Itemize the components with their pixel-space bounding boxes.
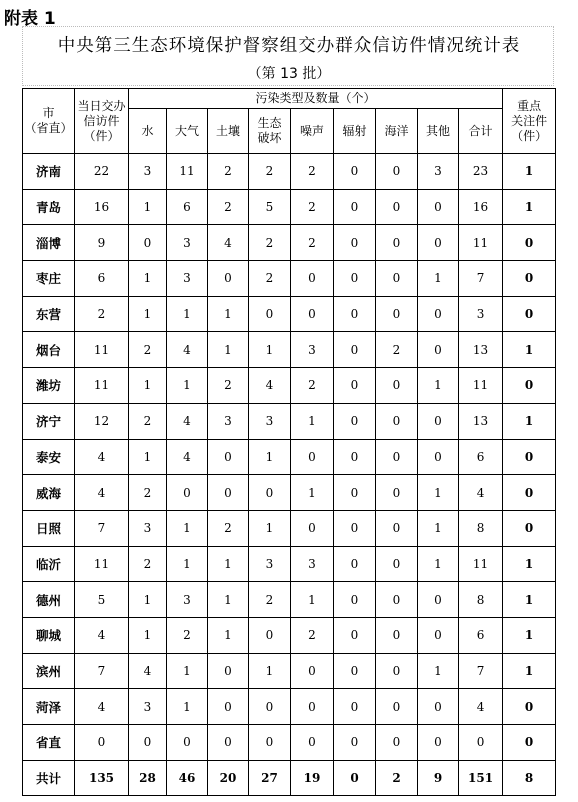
pollution-count-cell: 0	[334, 189, 376, 225]
pollution-count-cell: 1	[129, 582, 167, 618]
pollution-count-cell: 3	[129, 154, 167, 190]
pollution-count-cell: 0	[418, 439, 459, 475]
pollution-count-cell: 0	[334, 653, 376, 689]
pollution-count-cell: 0	[291, 689, 334, 725]
table-row	[23, 439, 556, 475]
pollution-count-cell: 2	[167, 617, 208, 653]
pollution-count-cell: 1	[418, 261, 459, 297]
pollution-count-cell: 0	[418, 189, 459, 225]
pollution-count-cell: 0	[249, 725, 291, 761]
key-count-cell: 8	[503, 760, 556, 796]
pollution-count-cell: 13	[459, 332, 503, 368]
pollution-count-cell: 2	[129, 546, 167, 582]
pollution-count-cell: 3	[129, 510, 167, 546]
pollution-count-cell: 8	[459, 510, 503, 546]
header-type: 土壤	[208, 109, 249, 154]
pollution-count-cell: 0	[249, 689, 291, 725]
pollution-count-cell: 1	[167, 689, 208, 725]
pollution-count-cell: 0	[334, 582, 376, 618]
daily-count-cell: 4	[75, 475, 129, 511]
pollution-count-cell: 1	[208, 582, 249, 618]
city-cell: 日照	[23, 510, 75, 546]
pollution-count-cell: 0	[291, 261, 334, 297]
pollution-count-cell: 0	[334, 332, 376, 368]
table-row	[23, 225, 556, 261]
daily-count-cell: 4	[75, 689, 129, 725]
pollution-count-cell: 7	[459, 261, 503, 297]
pollution-count-cell: 0	[459, 725, 503, 761]
pollution-count-cell: 5	[249, 189, 291, 225]
pollution-count-cell: 1	[291, 403, 334, 439]
pollution-count-cell: 1	[129, 617, 167, 653]
daily-count-cell: 16	[75, 189, 129, 225]
pollution-count-cell: 19	[291, 760, 334, 796]
pollution-count-cell: 3	[459, 296, 503, 332]
pollution-count-cell: 2	[249, 582, 291, 618]
pollution-count-cell: 0	[376, 154, 418, 190]
header-city: 市 （省直）	[23, 89, 75, 154]
pollution-count-cell: 0	[376, 475, 418, 511]
pollution-count-cell: 0	[376, 189, 418, 225]
table-row	[23, 689, 556, 725]
pollution-count-cell: 2	[208, 368, 249, 404]
key-count-cell: 0	[503, 439, 556, 475]
pollution-count-cell: 1	[129, 189, 167, 225]
pollution-count-cell: 0	[334, 689, 376, 725]
header-type: 合计	[459, 109, 503, 154]
header-daily: 当日交办 信访件 （件）	[75, 89, 129, 154]
daily-count-cell: 6	[75, 261, 129, 297]
pollution-count-cell: 0	[208, 689, 249, 725]
pollution-count-cell: 0	[208, 653, 249, 689]
pollution-count-cell: 2	[249, 154, 291, 190]
pollution-count-cell: 0	[334, 760, 376, 796]
pollution-count-cell: 2	[129, 403, 167, 439]
pollution-count-cell: 6	[459, 439, 503, 475]
pollution-count-cell: 13	[459, 403, 503, 439]
pollution-count-cell: 3	[291, 546, 334, 582]
key-count-cell: 1	[503, 332, 556, 368]
pollution-count-cell: 11	[167, 154, 208, 190]
pollution-count-cell: 3	[208, 403, 249, 439]
pollution-count-cell: 3	[167, 582, 208, 618]
city-cell: 聊城	[23, 617, 75, 653]
daily-count-cell: 7	[75, 653, 129, 689]
pollution-count-cell: 2	[291, 617, 334, 653]
header-type: 海洋	[376, 109, 418, 154]
pollution-count-cell: 1	[249, 510, 291, 546]
pollution-count-cell: 1	[249, 332, 291, 368]
pollution-count-cell: 0	[208, 439, 249, 475]
city-cell: 济南	[23, 154, 75, 190]
pollution-count-cell: 3	[167, 225, 208, 261]
table-row	[23, 475, 556, 511]
table-row	[23, 546, 556, 582]
table-row	[23, 403, 556, 439]
key-count-cell: 1	[503, 546, 556, 582]
pollution-count-cell: 1	[129, 296, 167, 332]
pollution-count-cell: 4	[167, 439, 208, 475]
table-row	[23, 653, 556, 689]
table-row	[23, 189, 556, 225]
table-body	[23, 154, 556, 796]
pollution-count-cell: 0	[291, 725, 334, 761]
batch-number: （第 13 批）	[247, 66, 331, 82]
pollution-count-cell: 1	[291, 475, 334, 511]
key-count-cell: 1	[503, 154, 556, 190]
daily-count-cell: 7	[75, 510, 129, 546]
pollution-count-cell: 0	[334, 617, 376, 653]
pollution-count-cell: 3	[249, 403, 291, 439]
pollution-count-cell: 2	[291, 189, 334, 225]
pollution-count-cell: 1	[129, 439, 167, 475]
daily-count-cell: 4	[75, 617, 129, 653]
pollution-count-cell: 0	[208, 261, 249, 297]
daily-count-cell: 11	[75, 332, 129, 368]
pollution-count-cell: 8	[459, 582, 503, 618]
pollution-count-cell: 0	[129, 725, 167, 761]
pollution-count-cell: 2	[249, 225, 291, 261]
pollution-count-cell: 2	[129, 332, 167, 368]
pollution-count-cell: 1	[208, 332, 249, 368]
pollution-count-cell: 0	[334, 225, 376, 261]
pollution-count-cell: 3	[129, 689, 167, 725]
pollution-count-cell: 2	[208, 510, 249, 546]
appendix-label: 附表 1	[4, 9, 56, 29]
pollution-count-cell: 1	[418, 475, 459, 511]
pollution-count-cell: 0	[418, 617, 459, 653]
header-key: 重点 关注件 （件）	[503, 89, 556, 154]
pollution-count-cell: 0	[249, 617, 291, 653]
pollution-count-cell: 0	[334, 510, 376, 546]
city-cell: 德州	[23, 582, 75, 618]
pollution-count-cell: 0	[376, 225, 418, 261]
pollution-count-cell: 2	[208, 154, 249, 190]
city-cell: 烟台	[23, 332, 75, 368]
pollution-count-cell: 11	[459, 546, 503, 582]
pollution-count-cell: 1	[291, 582, 334, 618]
pollution-count-cell: 1	[208, 617, 249, 653]
table-title: 中央第三生态环境保护督察组交办群众信访件情况统计表	[57, 36, 521, 56]
pollution-count-cell: 1	[249, 653, 291, 689]
pollution-count-cell: 2	[291, 225, 334, 261]
key-count-cell: 1	[503, 189, 556, 225]
header-type: 水	[129, 109, 167, 154]
daily-count-cell: 5	[75, 582, 129, 618]
daily-count-cell: 0	[75, 725, 129, 761]
pollution-count-cell: 0	[291, 510, 334, 546]
header-type: 大气	[167, 109, 208, 154]
pollution-count-cell: 4	[249, 368, 291, 404]
pollution-count-cell: 1	[167, 296, 208, 332]
key-count-cell: 0	[503, 261, 556, 297]
pollution-count-cell: 0	[376, 368, 418, 404]
pollution-count-cell: 0	[249, 296, 291, 332]
pollution-count-cell: 0	[208, 725, 249, 761]
pollution-count-cell: 0	[291, 653, 334, 689]
header-type: 辐射	[334, 109, 376, 154]
pollution-count-cell: 0	[334, 296, 376, 332]
daily-count-cell: 4	[75, 439, 129, 475]
city-cell: 枣庄	[23, 261, 75, 297]
pollution-count-cell: 4	[167, 332, 208, 368]
header-type: 生态 破坏	[249, 109, 291, 154]
header-pollution-group: 污染类型及数量（个）	[129, 89, 503, 109]
pollution-count-cell: 0	[418, 225, 459, 261]
daily-count-cell: 12	[75, 403, 129, 439]
city-cell: 东营	[23, 296, 75, 332]
pollution-count-cell: 0	[418, 296, 459, 332]
pollution-count-cell: 1	[167, 368, 208, 404]
pollution-count-cell: 0	[376, 510, 418, 546]
table-row	[23, 617, 556, 653]
pollution-count-cell: 1	[418, 368, 459, 404]
pollution-count-cell: 0	[376, 439, 418, 475]
city-cell: 临沂	[23, 546, 75, 582]
pollution-count-cell: 1	[418, 546, 459, 582]
statistics-table	[22, 88, 556, 796]
pollution-count-cell: 2	[249, 261, 291, 297]
pollution-count-cell: 0	[334, 261, 376, 297]
city-cell: 省直	[23, 725, 75, 761]
table-row	[23, 261, 556, 297]
daily-count-cell: 2	[75, 296, 129, 332]
pollution-count-cell: 1	[249, 439, 291, 475]
city-cell: 共计	[23, 760, 75, 796]
daily-count-cell: 11	[75, 546, 129, 582]
pollution-count-cell: 0	[334, 475, 376, 511]
table-row	[23, 296, 556, 332]
pollution-count-cell: 0	[249, 475, 291, 511]
key-count-cell: 0	[503, 225, 556, 261]
pollution-count-cell: 0	[376, 725, 418, 761]
key-count-cell: 0	[503, 296, 556, 332]
pollution-count-cell: 2	[376, 760, 418, 796]
pollution-count-cell: 0	[334, 439, 376, 475]
pollution-count-cell: 0	[334, 368, 376, 404]
pollution-count-cell: 0	[418, 725, 459, 761]
pollution-count-cell: 0	[334, 725, 376, 761]
pollution-count-cell: 20	[208, 760, 249, 796]
daily-count-cell: 135	[75, 760, 129, 796]
pollution-count-cell: 0	[291, 296, 334, 332]
header-type: 其他	[418, 109, 459, 154]
key-count-cell: 0	[503, 689, 556, 725]
key-count-cell: 1	[503, 403, 556, 439]
pollution-count-cell: 11	[459, 225, 503, 261]
pollution-count-cell: 1	[129, 261, 167, 297]
pollution-count-cell: 1	[129, 368, 167, 404]
pollution-count-cell: 6	[167, 189, 208, 225]
city-cell: 泰安	[23, 439, 75, 475]
pollution-count-cell: 0	[334, 154, 376, 190]
key-count-cell: 0	[503, 725, 556, 761]
city-cell: 滨州	[23, 653, 75, 689]
pollution-count-cell: 6	[459, 617, 503, 653]
pollution-count-cell: 7	[459, 653, 503, 689]
table-row	[23, 368, 556, 404]
pollution-count-cell: 1	[418, 510, 459, 546]
pollution-count-cell: 0	[418, 403, 459, 439]
key-count-cell: 1	[503, 653, 556, 689]
pollution-count-cell: 3	[291, 332, 334, 368]
pollution-count-cell: 1	[167, 653, 208, 689]
table-row	[23, 332, 556, 368]
pollution-count-cell: 4	[459, 689, 503, 725]
pollution-count-cell: 2	[208, 189, 249, 225]
pollution-count-cell: 1	[208, 296, 249, 332]
key-count-cell: 0	[503, 510, 556, 546]
pollution-count-cell: 2	[291, 154, 334, 190]
pollution-count-cell: 1	[167, 510, 208, 546]
pollution-count-cell: 0	[418, 582, 459, 618]
pollution-count-cell: 0	[376, 689, 418, 725]
pollution-count-cell: 23	[459, 154, 503, 190]
table-row	[23, 725, 556, 761]
pollution-count-cell: 0	[418, 689, 459, 725]
pollution-count-cell: 46	[167, 760, 208, 796]
table-row	[23, 154, 556, 190]
key-count-cell: 0	[503, 475, 556, 511]
pollution-count-cell: 4	[459, 475, 503, 511]
table-row	[23, 510, 556, 546]
pollution-count-cell: 0	[376, 582, 418, 618]
pollution-count-cell: 0	[291, 439, 334, 475]
pollution-count-cell: 0	[376, 653, 418, 689]
daily-count-cell: 22	[75, 154, 129, 190]
pollution-count-cell: 1	[418, 653, 459, 689]
pollution-count-cell: 0	[129, 225, 167, 261]
table-row	[23, 760, 556, 796]
city-cell: 济宁	[23, 403, 75, 439]
pollution-count-cell: 1	[167, 546, 208, 582]
pollution-count-cell: 4	[208, 225, 249, 261]
pollution-count-cell: 2	[376, 332, 418, 368]
city-cell: 淄博	[23, 225, 75, 261]
daily-count-cell: 9	[75, 225, 129, 261]
pollution-count-cell: 0	[376, 403, 418, 439]
city-cell: 威海	[23, 475, 75, 511]
key-count-cell: 0	[503, 368, 556, 404]
city-cell: 菏泽	[23, 689, 75, 725]
pollution-count-cell: 0	[334, 403, 376, 439]
pollution-count-cell: 0	[376, 296, 418, 332]
pollution-count-cell: 11	[459, 368, 503, 404]
pollution-count-cell: 3	[167, 261, 208, 297]
city-cell: 潍坊	[23, 368, 75, 404]
pollution-count-cell: 16	[459, 189, 503, 225]
pollution-count-cell: 3	[418, 154, 459, 190]
pollution-count-cell: 2	[291, 368, 334, 404]
pollution-count-cell: 1	[208, 546, 249, 582]
key-count-cell: 1	[503, 617, 556, 653]
pollution-count-cell: 0	[376, 261, 418, 297]
pollution-count-cell: 0	[167, 475, 208, 511]
pollution-count-cell: 28	[129, 760, 167, 796]
pollution-count-cell: 3	[249, 546, 291, 582]
pollution-count-cell: 0	[376, 546, 418, 582]
city-cell: 青岛	[23, 189, 75, 225]
pollution-count-cell: 0	[208, 475, 249, 511]
pollution-count-cell: 4	[129, 653, 167, 689]
key-count-cell: 1	[503, 582, 556, 618]
table-row	[23, 582, 556, 618]
pollution-count-cell: 0	[167, 725, 208, 761]
pollution-count-cell: 0	[334, 546, 376, 582]
pollution-count-cell: 4	[167, 403, 208, 439]
pollution-count-cell: 2	[129, 475, 167, 511]
header-type: 噪声	[291, 109, 334, 154]
pollution-count-cell: 27	[249, 760, 291, 796]
pollution-count-cell: 0	[376, 617, 418, 653]
daily-count-cell: 11	[75, 368, 129, 404]
pollution-count-cell: 9	[418, 760, 459, 796]
pollution-count-cell: 0	[418, 332, 459, 368]
pollution-count-cell: 151	[459, 760, 503, 796]
